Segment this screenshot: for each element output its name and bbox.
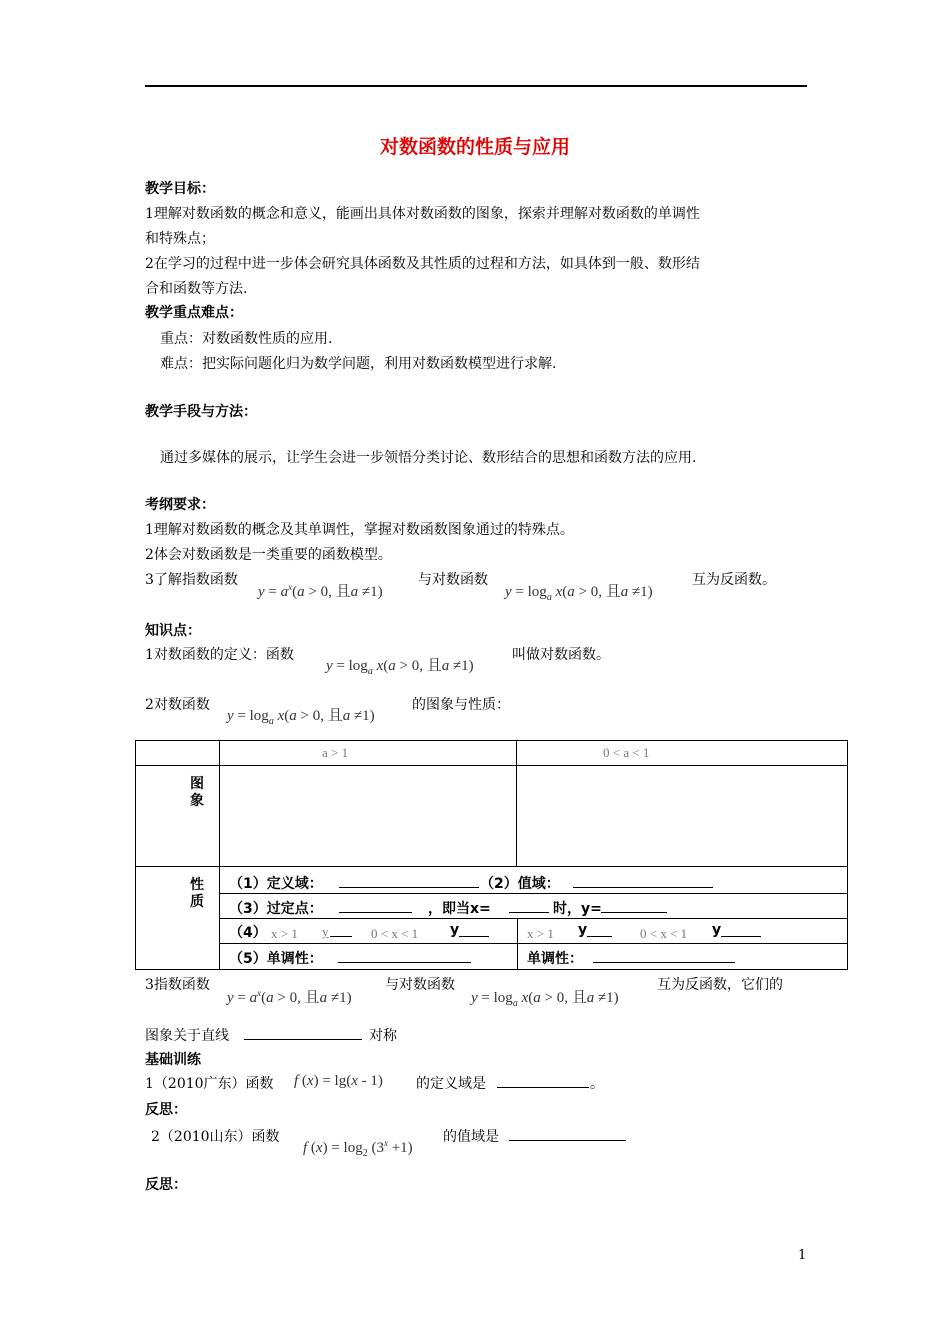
syllabus-item1: 1理解对数函数的概念及其单调性，掌握对数函数图象通过的特殊点。 bbox=[145, 522, 574, 538]
prop-monotone-label: （5）单调性： bbox=[229, 951, 323, 967]
reflect-2: 反思： bbox=[145, 1177, 187, 1193]
methods-text: 通过多媒体的展示，让学生会进一步领悟分类讨论、数形结合的思想和函数方法的应用. bbox=[160, 450, 697, 466]
y-left-1-blank[interactable] bbox=[330, 922, 352, 937]
prop-4-label: （4） bbox=[229, 925, 267, 941]
x-blank[interactable] bbox=[509, 898, 549, 913]
q1-formula: f (x) = lg(x - 1) bbox=[294, 1073, 383, 1089]
range-blank[interactable] bbox=[573, 873, 713, 888]
goals-item2-line1: 2在学习的过程中进一步体会研究具体函数及其性质的过程和方法，如具体到一般、数形结 bbox=[145, 256, 700, 272]
inverse-exp-formula: $y = a^x(a > 0$, 且a ≠1) bbox=[227, 988, 352, 1006]
row-props-label: 性质 bbox=[190, 877, 204, 910]
monotone-right-blank[interactable] bbox=[593, 948, 735, 963]
prop-monotone-right-label: 单调性： bbox=[527, 951, 583, 967]
y-right-1: y bbox=[578, 922, 588, 938]
header-rule bbox=[145, 85, 807, 87]
prop-range-label: （2）值域： bbox=[480, 876, 560, 892]
practice-heading: 基础训练 bbox=[145, 1052, 201, 1068]
knowledge-item2-a: 2对数函数 bbox=[145, 697, 210, 713]
q2-blank[interactable] bbox=[509, 1126, 626, 1141]
cond-mid-right: 0 < x < 1 bbox=[640, 926, 688, 941]
q1-blank[interactable] bbox=[497, 1073, 589, 1088]
syllabus-item3-c: 互为反函数。 bbox=[692, 572, 776, 588]
y-right-2-blank[interactable] bbox=[721, 922, 761, 937]
y-left-2: y bbox=[450, 922, 460, 938]
prop-domain-label: （1）定义域： bbox=[229, 876, 323, 892]
y-left-2-blank[interactable] bbox=[459, 922, 489, 937]
reflect-1: 反思： bbox=[145, 1102, 187, 1118]
keypoints-heading: 教学重点难点： bbox=[145, 305, 243, 321]
domain-blank[interactable] bbox=[339, 873, 479, 888]
knowledge-item2-b: 的图象与性质： bbox=[412, 697, 510, 713]
log-formula: $y = \log_a x(a > 0$, 且a ≠1) bbox=[505, 584, 653, 603]
focus-text: 重点：对数函数性质的应用. bbox=[160, 331, 333, 347]
goals-item2-line2: 合和函数等方法. bbox=[145, 281, 248, 297]
prop-fixed-point-label: （3）过定点： bbox=[229, 901, 323, 917]
goals-item1-line1: 1理解对数函数的概念和意义，能画出具体对数函数的图象，探索并理解对数函数的单调性 bbox=[145, 206, 700, 222]
inverse-d: 图象关于直线 bbox=[145, 1028, 229, 1044]
log-def-formula: $y = \log_a x(a > 0$, 且a ≠1) bbox=[326, 658, 474, 677]
exp-formula: $y = a^x(a > 0$, 且a ≠1) bbox=[258, 582, 383, 600]
prop-then-y-label: 时，y= bbox=[553, 901, 602, 917]
symmetry-line-blank[interactable] bbox=[244, 1025, 362, 1040]
y-blank[interactable] bbox=[601, 898, 667, 913]
cond-mid-left: 0 < x < 1 bbox=[371, 926, 419, 941]
cond-x-gt-1-right: x > 1 bbox=[527, 926, 554, 941]
col-a-lt-1: 0 < a < 1 bbox=[603, 745, 650, 760]
y-right-2: y bbox=[712, 922, 722, 938]
log-graph-formula: $y = \log_a x(a > 0$, 且a ≠1) bbox=[227, 708, 375, 727]
q1-c: 。 bbox=[590, 1076, 604, 1092]
y-right-1-blank[interactable] bbox=[587, 922, 612, 937]
syllabus-item2: 2体会对数函数是一类重要的函数模型。 bbox=[145, 547, 392, 563]
q1-b: 的定义域是 bbox=[416, 1076, 486, 1092]
inverse-c: 互为反函数，它们的 bbox=[657, 977, 783, 993]
goals-item1-line2: 和特殊点； bbox=[145, 231, 215, 247]
col-a-gt-1: a > 1 bbox=[322, 745, 349, 760]
inverse-e: 对称 bbox=[369, 1028, 397, 1044]
inverse-log-formula: $y = \log_a x(a > 0$, 且a ≠1) bbox=[471, 990, 619, 1009]
q2-a: 2（2010山东）函数 bbox=[151, 1129, 280, 1145]
inverse-a: 3指数函数 bbox=[145, 977, 210, 993]
knowledge-item1-a: 1对数函数的定义：函数 bbox=[145, 647, 294, 663]
cond-x-gt-1-left: x > 1 bbox=[271, 926, 298, 941]
knowledge-item1-b: 叫做对数函数。 bbox=[512, 647, 610, 663]
difficulty-text: 难点：把实际问题化归为数学问题，利用对数函数模型进行求解. bbox=[160, 356, 557, 372]
page-number: 1 bbox=[798, 1248, 807, 1263]
page-title: 对数函数的性质与应用 bbox=[379, 136, 570, 158]
q2-b: 的值域是 bbox=[443, 1129, 499, 1145]
syllabus-heading: 考纲要求： bbox=[145, 497, 215, 513]
inverse-b: 与对数函数 bbox=[385, 977, 455, 993]
y-left-1: y bbox=[322, 924, 329, 939]
knowledge-heading: 知识点： bbox=[145, 623, 201, 639]
q1-a: 1（2010广东）函数 bbox=[145, 1076, 274, 1092]
methods-heading: 教学手段与方法： bbox=[145, 404, 257, 420]
prop-when-x-label: ，即当x= bbox=[428, 901, 491, 917]
q2-formula: f $(x) = \log_2 (3^x +1)$ bbox=[303, 1138, 413, 1159]
row-graph-label: 图象 bbox=[190, 776, 204, 809]
goals-heading: 教学目标： bbox=[145, 181, 215, 197]
syllabus-item3-b: 与对数函数 bbox=[418, 572, 488, 588]
fixed-point-blank[interactable] bbox=[339, 898, 412, 913]
syllabus-item3-a: 3了解指数函数 bbox=[145, 572, 238, 588]
monotone-left-blank[interactable] bbox=[338, 948, 471, 963]
